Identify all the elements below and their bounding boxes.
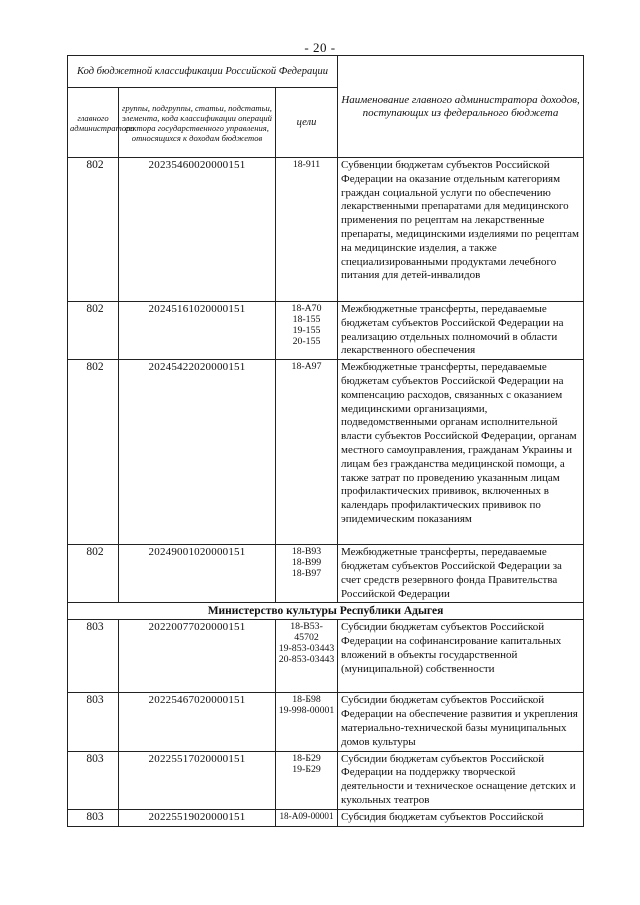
goal-code: 18-А97 (291, 361, 322, 373)
revenue-name: Межбюджетные трансферты, передаваемые бюджетам субъектов Российской Федерации на реализацию отдельных полномочий в области лекарственного обеспечения (338, 302, 584, 360)
budget-code: 20220077020000151 (119, 620, 276, 693)
goal-code: 18-В97 (291, 568, 322, 580)
groups-column-header: группы, подгруппы, статьи, подстатьи, элемента, кода классификации операций сектора государственного управления, относящихся к доходам бюджетов (119, 88, 276, 158)
goal-code: 18-В93 (291, 546, 322, 558)
table-row (68, 158, 584, 302)
goal-code: 18-В99 (291, 557, 322, 569)
budget-code: 20225467020000151 (119, 693, 276, 751)
section-title: Министерство культуры Республики Адыгея (68, 603, 584, 620)
revenue-name: Субсидии бюджетам субъектов Российской Федерации на обеспечение развития и укрепления материально-технической базы муниципальных домов культуры (338, 693, 584, 751)
goal-codes (276, 620, 338, 693)
admin-code: 803 (68, 693, 119, 751)
goal-code: 20-155 (292, 336, 321, 347)
revenue-name: Межбюджетные трансферты, передаваемые бюджетам субъектов Российской Федерации на компенсацию расходов, связанных с оказанием медицинскими организациями, подведомственными органам исполнительной власти субъектов Российской Федерации, органам местного самоуправления, гражданам Украины и лицам без гражданства медицинской помощи, а также затрат по проведению указанным лицам профилактических прививок, включенных в календарь профилактических прививок по эпидемическим показаниям (338, 360, 584, 545)
goal-code: 18-911 (292, 159, 321, 170)
table-row (68, 360, 584, 545)
goal-code: 19-853-03443 (278, 643, 335, 655)
revenue-name: Субсидии бюджетам субъектов Российской Федерации на софинансирование капитальных вложений в объекты государственной (муниципальной) собственности (338, 620, 584, 693)
goal-codes (276, 751, 338, 809)
goal-code: 19-Б29 (292, 763, 321, 775)
table-row (68, 809, 584, 826)
goal-code: 18-155 (292, 314, 321, 325)
budget-code: 20245422020000151 (119, 360, 276, 545)
budget-classification-table (67, 55, 584, 827)
table-row (68, 545, 584, 603)
goals-column-header: цели (276, 88, 338, 158)
table-row (68, 302, 584, 360)
goal-codes (276, 158, 338, 302)
admin-code: 803 (68, 620, 119, 693)
page-number: - 20 - (304, 40, 336, 55)
header-row-1 (68, 56, 584, 88)
table-row (68, 693, 584, 751)
goal-code: 19-155 (292, 325, 321, 336)
section-row (68, 603, 584, 620)
revenue-name: Межбюджетные трансферты, передаваемые бюджетам субъектов Российской Федерации за счет средств резервного фонда Правительства Российской Федерации (338, 545, 584, 603)
goal-codes (276, 545, 338, 603)
goal-code: 19-998-00001 (278, 705, 335, 717)
goal-codes (276, 360, 338, 545)
goal-code: 18-А09-00001 (279, 810, 334, 821)
admin-code: 803 (68, 751, 119, 809)
revenue-name: Субвенции бюджетам субъектов Российской Федерации на оказание отдельным категориям граждан социальной услуги по обеспечению лекарственными препаратами для медицинского применения по рецептам на лекарственные препараты, медицинскими изделиями по рецептам на медицинские изделия, а также специализированными продуктами лечебного питания для детей-инвалидов (338, 158, 584, 302)
admin-code: 802 (68, 158, 119, 302)
table-row (68, 620, 584, 693)
code-group-header: Код бюджетной классификации Российской Федерации (68, 56, 338, 88)
admin-code: 802 (68, 545, 119, 603)
revenue-name: Субсидии бюджетам субъектов Российской Федерации на поддержку творческой деятельности и техническое оснащение детских и кукольных театров (338, 751, 584, 809)
revenue-name: Субсидия бюджетам субъектов Российской (338, 809, 584, 826)
goal-code: 18-В53-45702 (290, 621, 323, 644)
admin-code: 803 (68, 809, 119, 826)
admin-code: 802 (68, 360, 119, 545)
goal-codes (276, 809, 338, 826)
table-row (68, 751, 584, 809)
name-column-header: Наименование главного администратора доходов, поступающих из федерального бюджета (338, 56, 584, 158)
budget-code: 20245161020000151 (119, 302, 276, 360)
goal-code: 18-Б29 (292, 752, 321, 764)
admin-column-header: главного администратора (68, 88, 119, 158)
budget-code: 20225519020000151 (119, 809, 276, 826)
goal-code: 18-А70 (291, 303, 322, 314)
goal-code: 20-853-03443 (278, 654, 335, 666)
goal-code: 18-Б98 (292, 694, 321, 706)
budget-code: 20235460020000151 (119, 158, 276, 302)
budget-code: 20225517020000151 (119, 751, 276, 809)
budget-code: 20249001020000151 (119, 545, 276, 603)
admin-code: 802 (68, 302, 119, 360)
goal-codes (276, 693, 338, 751)
goal-codes (276, 302, 338, 360)
